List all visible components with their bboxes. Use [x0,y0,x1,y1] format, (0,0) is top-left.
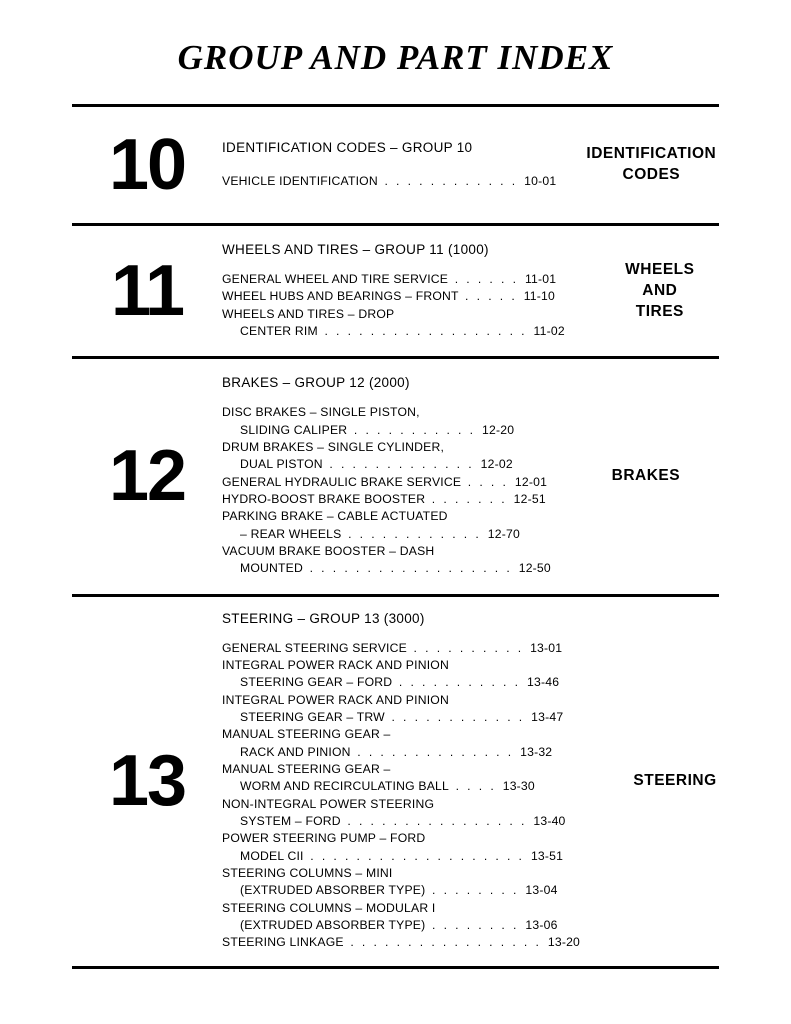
index-entry[interactable] [222,796,580,831]
entry-title: PARKING BRAKE – CABLE ACTUATED [222,509,448,524]
entry-leader: . . . . . . . . [432,883,519,898]
entry-title-cont: CENTER RIM [240,323,318,338]
entry-title: MANUAL STEERING GEAR – [222,761,391,776]
entry-title-cont: SYSTEM – FORD [240,813,341,828]
index-entry[interactable] [222,288,565,305]
index-entry[interactable] [222,439,551,474]
entry-leader: . . . . . . . . . . . . . . . . . . [309,561,513,576]
entry-leader: . . . . . . [454,272,519,286]
index-entry[interactable] [222,761,580,796]
entry-leader: . . . . . . . . . . . . [348,526,482,541]
entry-title: DRUM BRAKES – SINGLE CYLINDER, [222,439,445,454]
index-entry[interactable] [222,900,580,935]
entry-page: 13-20 [547,935,581,950]
group-heading: WHEELS AND TIRES – GROUP 11 (1000) [222,242,489,257]
group-label-line: BRAKES [611,466,681,484]
entry-title: WHEELS AND TIRES – DROP [222,306,395,321]
group-heading: BRAKES – GROUP 12 (2000) [222,375,410,391]
entry-title: DISC BRAKES – SINGLE PISTON, [222,405,420,420]
entry-title-cont: STEERING GEAR – TRW [240,709,385,724]
entry-title: WHEEL HUBS AND BEARINGS – FRONT [222,289,459,304]
group-section-11 [72,226,719,356]
index-entry[interactable] [222,934,580,951]
entry-leader: . . . . . . . . . . . [398,675,521,690]
index-entry[interactable] [222,726,580,761]
index-entry[interactable] [222,640,580,657]
group-label-line: TIRES [635,302,684,320]
group-label-line: IDENTIFICATION [586,145,717,163]
entry-title: INTEGRAL POWER RACK AND PINION [222,692,449,707]
entry-title-cont: STEERING GEAR – FORD [240,675,393,690]
entry-title: GENERAL WHEEL AND TIRE SERVICE [222,272,449,286]
entry-leader: . . . . [455,779,497,794]
group-section-10 [72,107,719,223]
entry-page: 12-01 [514,474,548,489]
group-entries [222,242,575,340]
entry-leader: . . . . [467,474,509,489]
entry-title: GENERAL STEERING SERVICE [222,640,407,655]
entry-title: INTEGRAL POWER RACK AND PINION [222,657,449,672]
entry-page: 11-10 [523,289,555,304]
group-label-line: AND [642,281,678,299]
index-entry[interactable] [222,657,580,692]
group-label [590,771,760,792]
entry-page: 13-47 [531,709,564,724]
index-entry[interactable] [222,306,565,341]
entry-page: 13-46 [527,675,560,690]
entry-page: 11-01 [524,272,557,286]
entry-leader: . . . . . . . . . . . . [391,709,525,724]
entry-title-cont: SLIDING CALIPER [240,422,348,437]
entry-title-cont: (EXTRUDED ABSORBER TYPE) [240,917,426,932]
entry-leader: . . . . . [465,289,518,304]
entry-leader: . . . . . . . . . . . . . . . . . . . [310,848,525,863]
entry-leader: . . . . . . . . [432,917,519,932]
index-entry[interactable] [222,491,551,508]
entry-title: POWER STEERING PUMP – FORD [222,831,426,846]
entry-leader: . . . . . . . . . . . . . . [357,744,514,759]
divider-bottom [72,966,719,969]
index-entry[interactable] [222,830,580,865]
entry-title-cont: WORM AND RECIRCULATING BALL [240,779,450,794]
group-number: 13 [108,741,186,822]
group-label-line: CODES [622,166,681,183]
entry-title-cont: MODEL CII [240,848,304,863]
page-title: GROUP AND PART INDEX [177,38,614,77]
entry-title-cont: – REAR WHEELS [240,526,342,541]
entry-page: 11-02 [533,323,565,338]
group-section-13 [72,597,719,966]
index-entry[interactable] [222,404,551,439]
entry-page: 13-30 [502,779,535,794]
entry-title: GENERAL HYDRAULIC BRAKE SERVICE [222,474,462,489]
group-heading: STEERING – GROUP 13 (3000) [222,610,425,626]
entry-leader: . . . . . . . . . . . . . . . . . . [324,323,527,338]
entry-leader: . . . . . . . . . . . . . . . . [347,813,527,828]
group-label-line: STEERING [633,771,717,789]
group-label [575,260,745,323]
entry-title: VEHICLE IDENTIFICATION [222,173,378,188]
entry-title: HYDRO-BOOST BRAKE BOOSTER [222,491,426,506]
entry-leader: . . . . . . . . . . . . . [329,457,475,472]
group-label [566,144,736,186]
entry-page: 12-70 [487,526,520,541]
index-entry[interactable] [222,173,556,190]
entry-page: 13-04 [525,883,558,898]
group-entries [222,375,561,577]
entry-leader: . . . . . . . . . . . . . . . . . [350,935,542,950]
group-entries [222,611,590,952]
index-entry[interactable] [222,474,551,491]
entry-page: 13-01 [530,640,563,655]
entry-leader: . . . . . . . [431,491,508,506]
entry-title-cont: MOUNTED [240,561,304,576]
entry-leader: . . . . . . . . . . [413,640,524,655]
entry-page: 12-51 [513,491,546,506]
entry-title: VACUUM BRAKE BOOSTER – DASH [222,543,435,558]
entry-title: STEERING LINKAGE [222,935,344,950]
entry-title-cont: (EXTRUDED ABSORBER TYPE) [240,883,426,898]
entry-page: 12-02 [480,457,513,472]
entry-title: NON-INTEGRAL POWER STEERING [222,796,435,811]
entry-title: STEERING COLUMNS – MODULAR I [222,900,436,915]
entry-page: 13-06 [525,917,558,932]
entry-page: 13-32 [520,744,553,759]
entry-title: STEERING COLUMNS – MINI [222,865,393,880]
group-section-12 [72,359,719,593]
entry-page: 13-51 [530,848,564,863]
group-label-line: WHEELS [625,260,695,278]
entry-title: MANUAL STEERING GEAR – [222,727,391,742]
entry-title-cont: DUAL PISTON [240,457,323,472]
index-entry[interactable] [222,865,580,900]
entry-leader: . . . . . . . . . . . [353,422,476,437]
group-heading: IDENTIFICATION CODES – GROUP 10 [222,139,473,155]
entry-page: 13-40 [533,813,566,828]
group-entries [222,140,566,190]
entry-leader: . . . . . . . . . . . . [384,173,518,188]
entry-page: 12-50 [518,561,551,576]
group-number: 10 [108,125,186,205]
entry-page: 12-20 [482,422,515,437]
index-entry[interactable] [222,692,580,727]
group-number: 11 [110,251,184,332]
index-entry[interactable] [222,543,551,578]
entry-page: 10-01 [524,173,557,188]
group-label [561,466,731,487]
index-entry[interactable] [222,271,565,288]
entry-title-cont: RACK AND PINION [240,744,351,759]
index-entry[interactable] [222,508,551,543]
group-number: 12 [108,436,186,517]
